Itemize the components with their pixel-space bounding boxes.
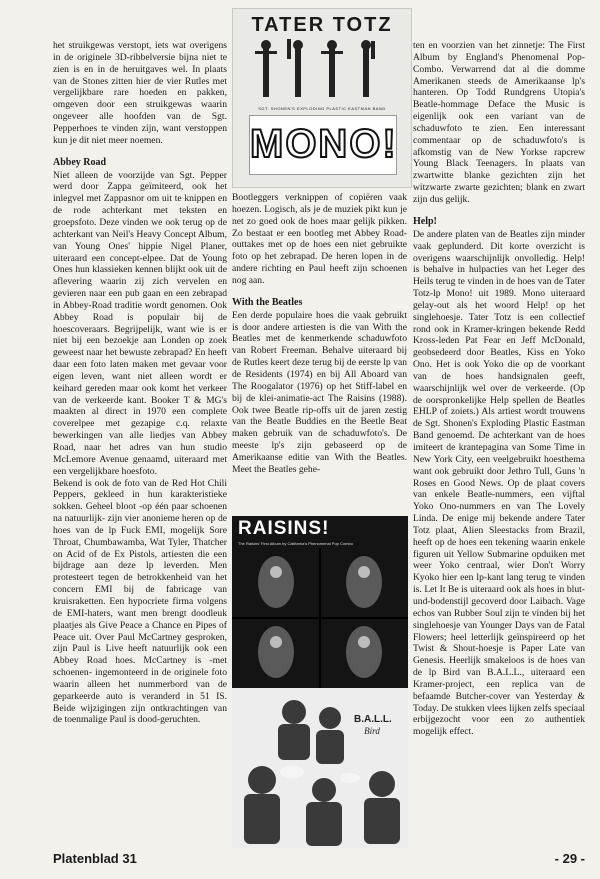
col1-paragraph-intro: het struikgewas verstopt, iets wat overigens in de originele 3D-ribbelversie bijna niet te zien is en in de heruitgaves wel. In plaats van de Stones zitten hier de vier Rutles met vergelijkbare rare hoeden en pakken, omgeven door een struikgewas waarin ongeveer alle hoofden van de Sgt. Pepperhoes te vinden zijn, want verstoppen kun je dit niet meer noemen. [53, 40, 227, 146]
heading-abbey-road: Abbey Road [53, 156, 107, 168]
mono-title: MONO! [250, 122, 398, 166]
col3-paragraph-intro: ten en voorzien van het zinnetje: The First Album by England's Phenomenal Pop-Combo. Verwarrend dat al die domme Amerikanen steeds de Amerikaanse lp's hanteren. Op Todd Rundgrens Utopia's Beatle-hommage Deface the Music is eigenlijk ook een variant van de schaduwfoto te zien. Een interessant commentaar op de schaduwfoto's is afkomstig van de New Yorkse rapcrew Young Black Teenagers. In plaats van zwartwitte blanke gezichten zijn het witzwarte zwarte gezichten; blank en zwart zijn dus gelijk. [413, 40, 585, 205]
col3-paragraph-help: De andere platen van de Beatles zijn minder vaak geplunderd. Dit korte overzicht is overigens waarschijnlijk onvolledig. Help! is behalve in hulpacties van het Leger des Heils terug te vinden in de hoes van de Tater Totz-lp Mono! uit 1989. Mono uiteraard gelay-out als het woord Help! op het singlehoesje. Tater Totz is een collectief rond ook in Kramer-kringen bekende Redd Kross-leden Pat Fear en Jeff McDonald, geobsedeerd door Beatles, Kiss en Yoko Ono. Het is ook Yoko die op de voorkant van de hoes handsignalen geeft, waarschijnlijk wel over de verkeerde. (Op de oorspronkelijke Help spellen de Beatles EHLP of zoiets.) Als artiest wordt trouwens de Sgt. Shonen's Exploding Plastic Eastman Band genoemd. De achterkant van de hoes imiteert de krantepagina van Some Time in New York City, een veelgebruikt hoesthema want ook gebruikt door Jethro Tull, Guns 'n Roses en Good News. Op de plaat covers van enkele Beatle-nummers, een vijftal Yoko Ono-nummers en van The Lovely Linda. De enige mij bekende andere Tater Totz plaat, Alien Sleestacks from Brazil, heeft op de hoes een tekening waarin enkele figuren uit Yellow Submarine opduiken met weer Yoko centraal, wier Don't Worry Kyoko hier een lp-kant lang terug te vinden is. Let It Be is uiteraard ook als hoes in blut-und-bodenstijl gecoverd door Laibach. Vage echos van Rubber Soul zijn te vinden bij het singlehoesje van Younger Days van de Fatal Flowers; heel letterlijk geïnspireerd op het Twist & Shout-hoesje is Paper Late van Genesis. Heerlijk smakeloos is de hoes van de lp Bird van B.A.L.L., uiteraard een Kramer-project, een replica van de befaamde Butcher-cover van Yesterday & Today. De stukken vlees lijken zelfs speciaal erbijgezocht voor een zo authentiek mogelijk effect. [413, 228, 585, 738]
page-footer [53, 851, 585, 871]
ball-bird-album-cover [232, 688, 408, 848]
raisins-grid-image [232, 548, 408, 688]
column-1 [53, 40, 227, 726]
column-3 [413, 40, 585, 738]
col1-paragraph-abbey-2: Bekend is ook de foto van de Red Hot Chili Peppers, gekleed in hun karakteristieke sokken. Geheel bloot -op één paar schoenen na natuurlijk- zijn vier anonieme heren op de hoes van de lp Fuck EMI, mogelijk Sore Throat, Chumbawamba, Wat Tyler, Thatcher on Acid of de Ex Pistols, artiesten die een bijdrage aan deze lp leverden. Men protesteert tegen de betrokkenheid van het concern EMI bij de fabricage van kruisraketten. Een hypocriete firma volgens de EMI-haters, want men brengt doodleuk plaatjes als Give Peace a Chance en Pipes of Peace uit. Over Paul McCartney gesproken, zijn Paul is Live heeft natuurlijk ook een Abbey Road hoes. McCartney is -met schoenen- ingemonteerd in de originele foto waarin alleen het nummerbord van de geparkeerde auto is veranderd in 51 IS. Beide wijzigingen zijn ontkrachtingen van de toenmalige Paul is dood-geruchten. [53, 477, 227, 726]
page-number: - 29 - [554, 851, 585, 866]
tater-totz-title: TATER TOTZ [251, 14, 393, 36]
tater-totz-subtitle: SGT. SHONEN'S EXPLODING PLASTIC EASTMAN BAND [258, 106, 386, 111]
ball-title: B.A.L.L. [354, 714, 392, 725]
col2-paragraph-bootleg: Bootleggers verknippen of copiëren vaak hoezen. Logisch, als je de muziek pikt kun je net zo goed ook de hoes maar gelijk pikken. Zo bestaat er een bootleg met Abbey Road-outtakes met op de hoes een niet gebruikte foto op het zebrapad. De heren lopen in de andere richting en Paul heeft zijn schoenen nog aan. [232, 192, 407, 286]
ball-band-photo [232, 688, 408, 848]
tater-totz-album-cover [232, 8, 412, 188]
heading-with-the-beatles: With the Beatles [232, 296, 303, 308]
raisins-album-cover [232, 516, 408, 688]
mono-banner [249, 115, 397, 175]
col2-paragraph-beatles: Een derde populaire hoes die vaak gebruikt is door andere artiesten is die van With the Beatles met de kenmerkende schaduwfoto van Robert Freeman. Behalve uiteraard bij de Rutles keert deze terug bij de eerste lp van de Residents (1974) en bij All Aboard van The Roogalator (1976) op het Stiff-label en bij de klei-animatie-act The Raisins (1988). Ook twee Beatle rip-offs uit de jaren zestig van the Beatle Buddies en the Beetle Beat maken gebruik van de schaduwfoto's. De meeste lp's zijn gebaseerd op de Amerikaanse editie van With the Beatles. Meet the Beatles gehe- [232, 309, 407, 475]
raisins-subtitle: The Raisins' First Album by California's Phenomenal Pop Combo [238, 541, 353, 546]
magazine-name: Platenblad 31 [53, 851, 137, 866]
heading-help: Help! [413, 215, 437, 227]
raisins-title: RAISINS! [238, 518, 330, 539]
col1-paragraph-abbey-1: Niet alleen de voorzijde van Sgt. Pepper werd door Zappa geïmiteerd, ook het inlegvel met Zappasnor om uit te knippen en de rode achterkant met teksten en groepsfoto. Deze vinden we ook terug op de achterkant van Neil's Heavy Concept Album, van Young Ones' hippie Nigel Planer, uiteraard een concept-elpee. Dat de Young Ones hun klassieken kennen blijkt ook uit de aflevering waarin zij zich vervelen en gevieren naar een pub gaan en een zebrapad in Abbey-Road traditie wordt genomen. Ook Abbey Road is populair bij de hoescoveraars. Begrijpelijk, want wie is er niet bij een bezoekje aan Londen op zoek geweest naar het bewuste zebrapad? En heeft daar een foto laten maken met gevaar voor eigen leven, want niet alleen wordt er keihard gereden maar ook komt het verkeer van de verkeerde kant. Booker T & MG's maakten al direct in 1970 een complete coverelpee met gezapige c.q. relaxte bewerkingen van alle liedjes van Abbey Road, naar het adres van hun studio McLemore Avenue genaamd, uiteraard met een vergelijkbare hoesfoto. [53, 169, 227, 477]
column-2 [232, 192, 407, 476]
ball-subtitle: Bird [364, 726, 380, 736]
